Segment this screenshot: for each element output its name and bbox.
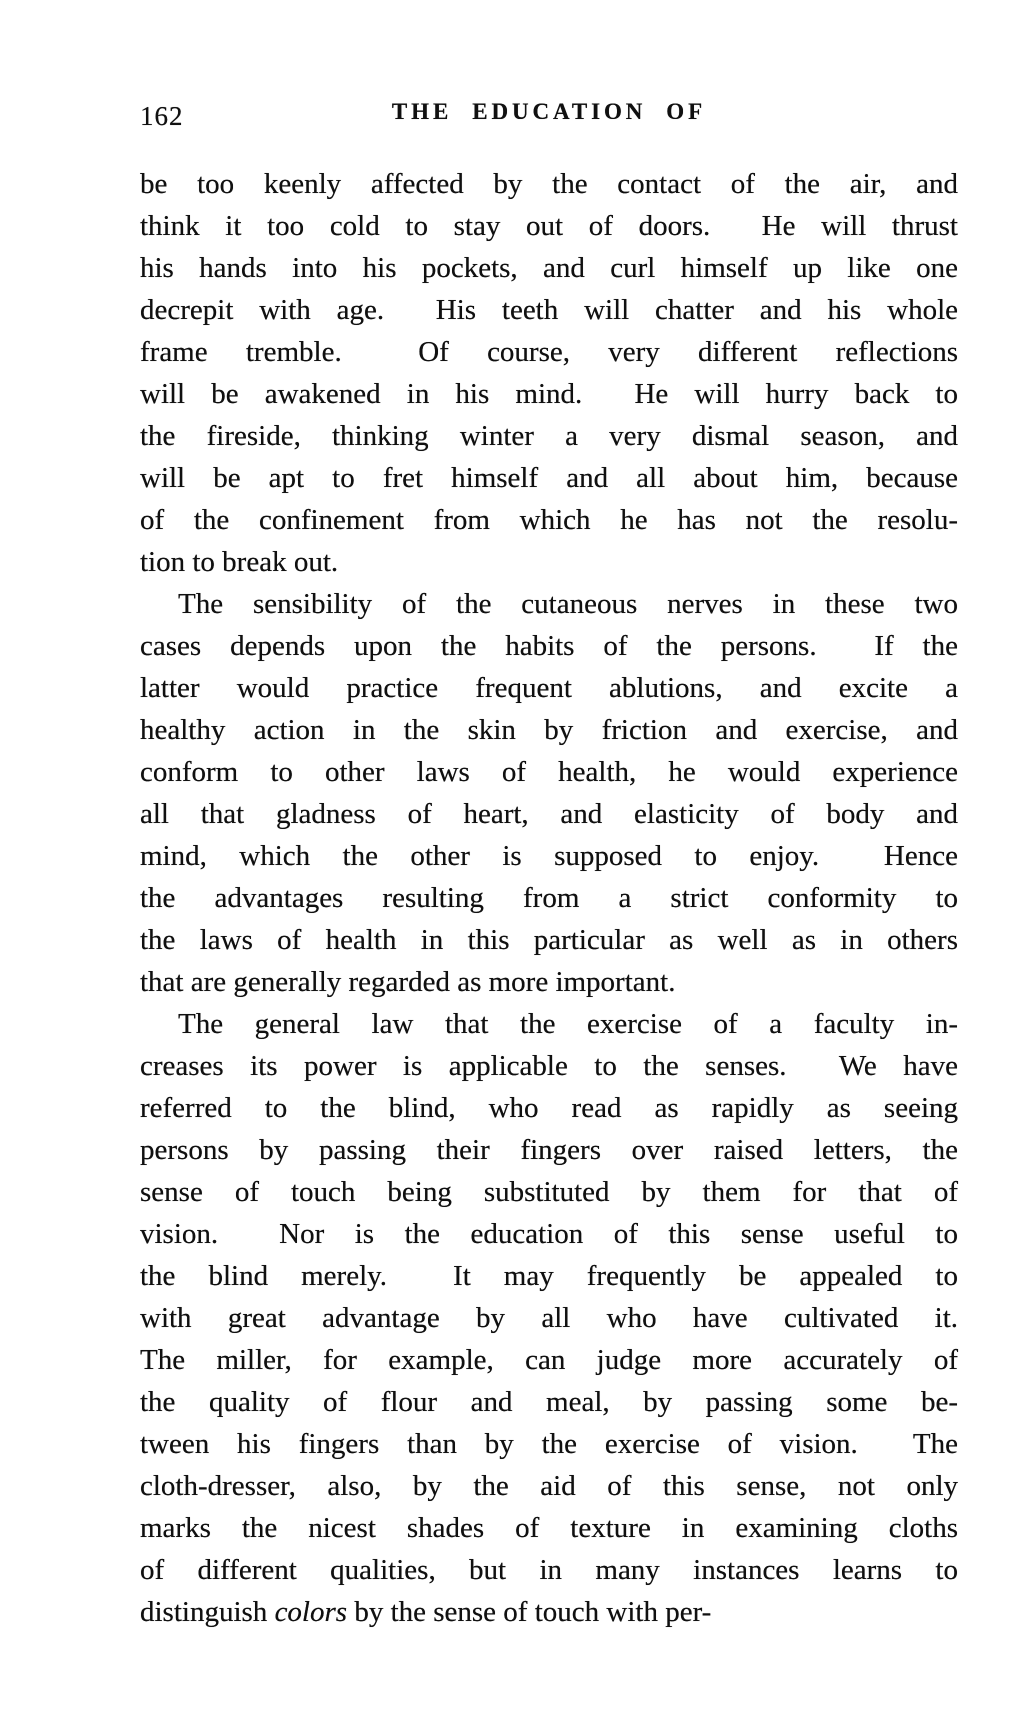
text-line	[140, 163, 958, 205]
text-line	[140, 709, 958, 751]
text-line	[140, 793, 958, 835]
text-segment: The miller, for example, can judge more accurately of	[140, 1344, 958, 1376]
text-segment: cases depends upon the habits of the persons. If the	[140, 630, 958, 662]
text-segment: of different qualities, but in many instances learns to	[140, 1554, 958, 1586]
text-segment: tion to break out.	[140, 546, 339, 578]
page-body-text	[140, 163, 958, 1633]
text-segment: decrepit with age. His teeth will chatter and his whole	[140, 294, 958, 326]
text-line	[140, 1171, 958, 1213]
text-segment: his hands into his pockets, and curl himself up like one	[140, 252, 958, 284]
text-line	[140, 205, 958, 247]
paragraph-3	[140, 1003, 958, 1633]
text-segment: latter would practice frequent ablutions, and excite a	[140, 672, 958, 704]
text-segment: creases its power is applicable to the senses. We have	[140, 1050, 958, 1082]
text-segment: marks the nicest shades of texture in examining cloths	[140, 1512, 958, 1544]
text-line	[140, 1129, 958, 1171]
text-line	[140, 541, 958, 583]
text-segment: cloth-dresser, also, by the aid of this sense, not only	[140, 1470, 958, 1502]
text-segment: the fireside, thinking winter a very dismal season, and	[140, 420, 958, 452]
text-line	[140, 1381, 958, 1423]
running-title: THE EDUCATION OF	[391, 99, 707, 124]
text-segment: will be apt to fret himself and all about him, because	[140, 462, 958, 494]
text-line	[140, 1045, 958, 1087]
text-segment: mind, which the other is supposed to enjoy. Hence	[140, 840, 958, 872]
text-line	[140, 1213, 958, 1255]
text-line	[140, 247, 958, 289]
text-segment: all that gladness of heart, and elasticity of body and	[140, 798, 958, 830]
text-segment: with great advantage by all who have cultivated it.	[140, 1302, 958, 1334]
text-line	[140, 961, 958, 1003]
text-segment: tween his fingers than by the exercise of vision. The	[140, 1428, 958, 1460]
text-segment: sense of touch being substituted by them for that of	[140, 1176, 958, 1208]
text-segment: The general law that the exercise of a faculty in-	[178, 1008, 958, 1040]
text-line	[140, 877, 958, 919]
text-segment: think it too cold to stay out of doors. He will thrust	[140, 210, 958, 242]
text-line	[140, 919, 958, 961]
text-segment: vision. Nor is the education of this sense useful to	[140, 1218, 958, 1250]
text-line	[140, 625, 958, 667]
text-line	[140, 1339, 958, 1381]
paragraph-1	[140, 163, 958, 583]
text-line	[140, 583, 958, 625]
text-line	[140, 667, 958, 709]
text-line	[140, 457, 958, 499]
text-line	[140, 415, 958, 457]
text-line	[140, 1423, 958, 1465]
text-line	[140, 1297, 958, 1339]
text-segment: be too keenly affected by the contact of the air, and	[140, 168, 958, 200]
text-segment: referred to the blind, who read as rapidly as seeing	[140, 1092, 958, 1124]
page-header	[140, 99, 958, 133]
text-line	[140, 1255, 958, 1297]
text-segment: persons by passing their fingers over raised letters, the	[140, 1134, 958, 1166]
text-segment: by the sense of touch with per-	[347, 1596, 712, 1628]
text-segment: The sensibility of the cutaneous nerves in these two	[178, 588, 958, 620]
text-segment: of the confinement from which he has not the resolu-	[140, 504, 958, 536]
paragraph-2	[140, 583, 958, 1003]
text-segment: conform to other laws of health, he would experience	[140, 756, 958, 788]
page-number: 162	[140, 101, 184, 131]
text-line	[140, 331, 958, 373]
text-line	[140, 1465, 958, 1507]
text-segment: that are generally regarded as more important.	[140, 966, 676, 998]
italic-text-segment: colors	[274, 1596, 348, 1628]
text-line	[140, 1549, 958, 1591]
text-line	[140, 1591, 958, 1633]
text-segment: the blind merely. It may frequently be appealed to	[140, 1260, 958, 1292]
text-line	[140, 289, 958, 331]
text-segment: the quality of flour and meal, by passing some be-	[140, 1386, 958, 1418]
text-segment: frame tremble. Of course, very different reflections	[140, 336, 958, 368]
text-line	[140, 373, 958, 415]
text-segment: healthy action in the skin by friction and exercise, and	[140, 714, 958, 746]
text-line	[140, 1507, 958, 1549]
text-line	[140, 499, 958, 541]
text-line	[140, 751, 958, 793]
text-segment: distinguish	[140, 1596, 275, 1628]
text-segment: will be awakened in his mind. He will hurry back to	[140, 378, 958, 410]
text-line	[140, 835, 958, 877]
text-line	[140, 1087, 958, 1129]
text-segment: the advantages resulting from a strict conformity to	[140, 882, 958, 914]
text-line	[140, 1003, 958, 1045]
text-segment: the laws of health in this particular as well as in others	[140, 924, 958, 956]
